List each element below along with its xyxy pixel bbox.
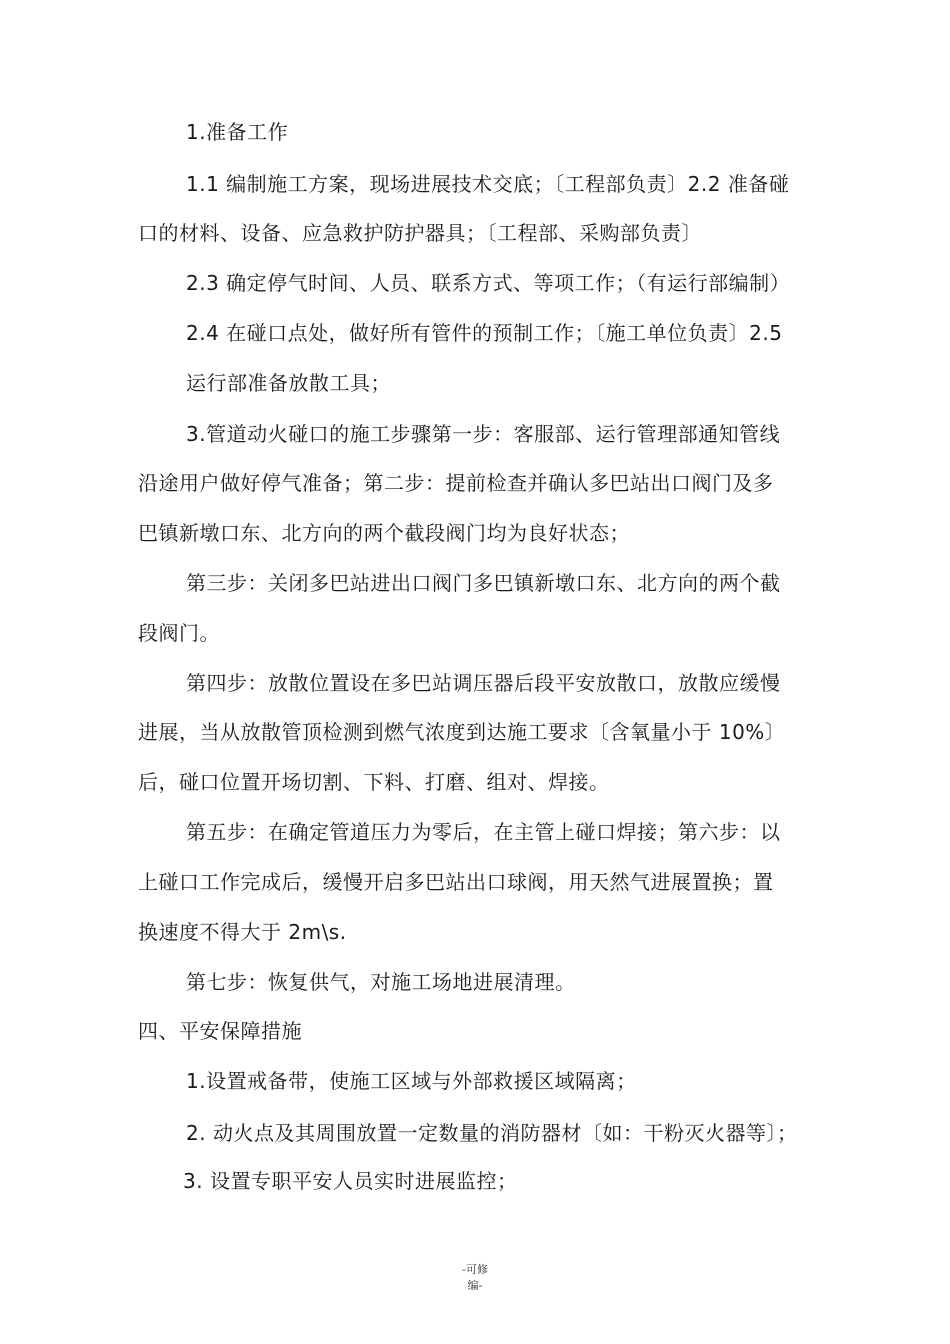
body-text-line: 上碰口工作完成后，缓慢开启多巴站出口球阀，用天然气进展置换；置 (138, 870, 774, 894)
footer-line-2: 编- (467, 1279, 483, 1292)
body-text-line: 第五步：在确定管道压力为零后，在主管上碰口焊接；第六步：以 (186, 820, 781, 844)
section-heading-preparation: 1.准备工作 (186, 120, 289, 144)
body-text-line: 3.管道动火碰口的施工步骤第一步：客服部、运行管理部通知管线 (186, 422, 781, 446)
list-item: 1.设置戒备带，使施工区域与外部救援区域隔离； (186, 1069, 637, 1093)
body-text-line: 换速度不得大于 2m\s. (138, 920, 347, 944)
body-text-line: 第七步：恢复供气，对施工场地进展清理。 (186, 970, 576, 994)
body-text-line: 2.4 在碰口点处，做好所有管件的预制工作；〔施工单位负责〕2.5 (186, 321, 783, 345)
body-text-line: 段阀门。 (138, 621, 220, 645)
body-text-line: 1.1 编制施工方案，现场进展技术交底；〔工程部负责〕2.2 准备碰 (186, 172, 790, 196)
body-text-line: 巴镇新墩口东、北方向的两个截段阀门均为良好状态； (138, 521, 630, 545)
body-text-line: 2.3 确定停气时间、人员、联系方式、等项工作；（有运行部编制） (186, 271, 791, 295)
body-text-line: 口的材料、设备、应急救护防护器具；〔工程部、采购部负责〕 (138, 221, 702, 245)
body-text-line: 运行部准备放散工具； (186, 371, 391, 395)
footer-line-1: -可修 (462, 1263, 488, 1276)
list-item: 2. 动火点及其周围放置一定数量的消防器材〔如：干粉灭火器等〕； (186, 1121, 798, 1145)
body-text-line: 第三步：关闭多巴站进出口阀门多巴镇新墩口东、北方向的两个截 (186, 571, 781, 595)
section-heading-safety: 四、平安保障措施 (138, 1019, 302, 1043)
body-text-line: 进展，当从放散管顶检测到燃气浓度到达施工要求〔含氧量小于 10%〕 (138, 720, 786, 744)
list-item: 3. 设置专职平安人员实时进展监控； (183, 1169, 518, 1193)
body-text-line: 第四步：放散位置设在多巴站调压器后段平安放散口，放散应缓慢 (186, 671, 781, 695)
body-text-line: 沿途用户做好停气准备；第二步：提前检查并确认多巴站出口阀门及多 (138, 471, 774, 495)
body-text-line: 后，碰口位置开场切割、下料、打磨、组对、焊接。 (138, 770, 610, 794)
